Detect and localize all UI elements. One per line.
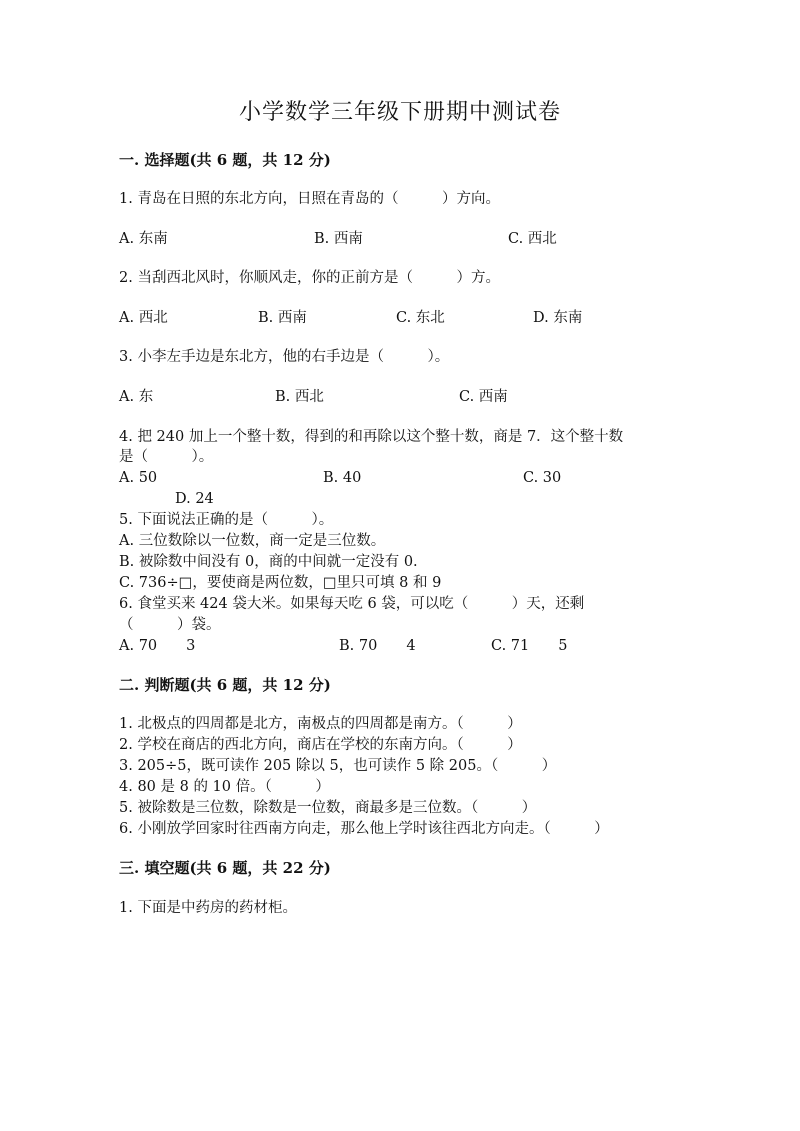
question-line: 5. 下面说法正确的是（ ）。 — [119, 512, 334, 528]
option-d: D. 东南 — [533, 310, 583, 326]
option-a: A. 50 — [119, 470, 158, 486]
option-c: C. 30 — [523, 470, 562, 486]
fill-in-item: 1. 下面是中药房的药材柜。 — [119, 900, 297, 916]
option-c: C. 71 5 — [491, 638, 568, 654]
judgement-item: 6. 小刚放学回家时往西南方向走，那么他上学时该往西北方向走。（ ） — [119, 821, 609, 837]
option-b: B. 70 4 — [339, 638, 416, 654]
option-c: C. 东北 — [396, 310, 445, 326]
judgement-item: 3. 205÷5，既可读作 205 除以 5，也可读作 5 除 205。（ ） — [119, 758, 557, 774]
judgement-item: 5. 被除数是三位数，除数是一位数，商最多是三位数。（ ） — [119, 800, 537, 816]
option-a: A. 西北 — [119, 310, 168, 326]
statement-line: A. 三位数除以一位数，商一定是三位数。 — [119, 533, 386, 549]
page-title: 小学数学三年级下册期中测试卷 — [238, 100, 561, 125]
option-b: B. 西南 — [314, 231, 363, 247]
section-heading-choice: 一. 选择题(共 6 题，共 12 分) — [119, 151, 331, 169]
question-line: 6. 食堂买来 424 袋大米。如果每天吃 6 袋，可以吃（ ）天，还剩 — [119, 596, 585, 612]
section-heading-judgement: 二. 判断题(共 6 题，共 12 分) — [119, 676, 331, 694]
question-line: 2. 当刮西北风时，你顺风走，你的正前方是（ ）方。 — [119, 270, 500, 286]
option-d: D. 24 — [175, 491, 214, 507]
option-a: A. 东 — [119, 389, 154, 405]
option-b: B. 40 — [323, 470, 362, 486]
statement-line: B. 被除数中间没有 0，商的中间就一定没有 0. — [119, 554, 418, 570]
question-line: 3. 小李左手边是东北方，他的右手边是（ ）。 — [119, 349, 450, 365]
option-b: B. 西北 — [275, 389, 324, 405]
question-line: 1. 青岛在日照的东北方向，日照在青岛的（ ）方向。 — [119, 191, 500, 207]
section-heading-fill-in: 三. 填空题(共 6 题，共 22 分) — [119, 859, 331, 877]
option-a: A. 70 3 — [119, 638, 196, 654]
question-line: 4. 把 240 加上一个整十数，得到的和再除以这个整十数，商是 7．这个整十数 — [119, 429, 624, 445]
judgement-item: 1. 北极点的四周都是北方，南极点的四周都是南方。（ ） — [119, 716, 522, 732]
option-a: A. 东南 — [119, 231, 168, 247]
option-c: C. 西南 — [459, 389, 508, 405]
question-line: 是（ ）。 — [119, 449, 214, 465]
option-c: C. 西北 — [508, 231, 557, 247]
statement-line: C. 736÷□，要使商是两位数，□里只可填 8 和 9 — [119, 575, 442, 591]
question-line: （ ）袋。 — [119, 617, 221, 633]
option-b: B. 西南 — [258, 310, 307, 326]
judgement-item: 2. 学校在商店的西北方向，商店在学校的东南方向。（ ） — [119, 737, 522, 753]
judgement-item: 4. 80 是 8 的 10 倍。（ ） — [119, 779, 330, 795]
